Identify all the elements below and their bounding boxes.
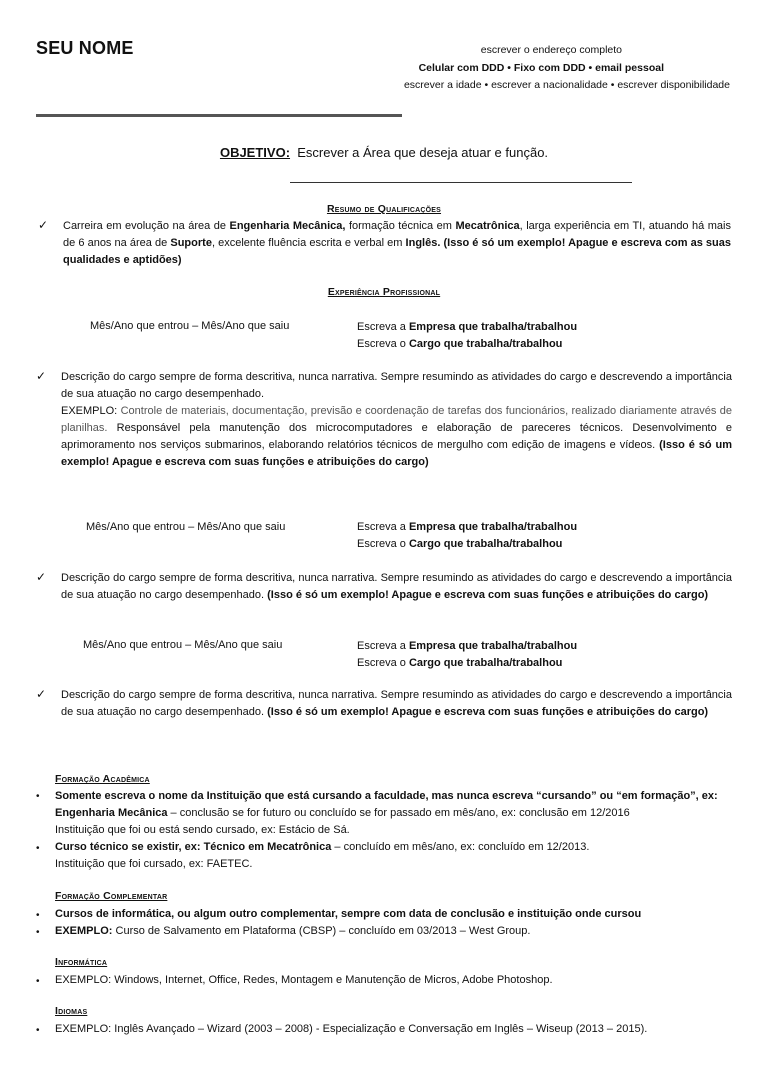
contact-line: Celular com DDD • Fixo com DDD • email pessoal (418, 62, 664, 74)
job-1-role: Cargo que trabalha/trabalhou (408, 338, 563, 350)
job-3-header (357, 638, 577, 672)
summary-bold-1: Engenharia Mecânica, (229, 220, 346, 232)
job-2-note: (Isso é só um exemplo! Apague e escreva com suas funções e atribuições do cargo) (267, 589, 709, 601)
job-3-check-icon: ✓ (36, 687, 47, 701)
objective-text: Escrever a Área que deseja atuar e função. (297, 145, 549, 160)
complementary-item-1 (55, 906, 641, 923)
education-item-1-institution: Instituição que foi ou está sendo cursado, ex: Estácio de Sá. (55, 824, 350, 836)
job-1-note: (Isso é só um exemplo! Apague e escreva com suas funções e atribuições do cargo) (61, 439, 733, 468)
personal-info-line: escrever a idade • escrever a nacionalidade • escrever disponibilidade (403, 79, 730, 91)
job-2-description (61, 570, 732, 604)
job-1-company: Empresa que trabalha/trabalhou (408, 321, 578, 333)
summary-text-2: formação técnica em (345, 220, 456, 232)
education-item-1-text: – conclusão se for futuro ou concluído se for passado em mês/ano, ex: conclusão em 12/2016 (167, 807, 630, 819)
job-3-period: Mês/Ano que entrou – Mês/Ano que saiu (83, 639, 283, 651)
job-2-role: Cargo que trabalha/trabalhou (408, 538, 563, 550)
job-1-header (357, 319, 577, 353)
job-1-desc-text: Descrição do cargo sempre de forma descritiva, nunca narrativa. Sempre resumindo as atividades do cargo e descrevendo a importância de sua atuação no cargo desempenhado. (61, 371, 732, 400)
complementary-title: Formação Complementar (55, 890, 168, 902)
job-3-desc-text: Descrição do cargo sempre de forma descritiva, nunca narrativa. Sempre resumindo as atividades do cargo e descrevendo a importância de sua atuação no cargo desempenhado. (61, 689, 732, 718)
job-1-example-text: Controle de materiais, documentação, previsão e coordenação de tarefas dos funcionários, realizado diariamente através de planilhas. (61, 405, 733, 434)
job-2-period: Mês/Ano que entrou – Mês/Ano que saiu (86, 521, 286, 533)
complementary-item-2-label: EXEMPLO: (55, 925, 113, 937)
candidate-name: SEU NOME (36, 38, 134, 58)
summary-bold-3: Suporte (170, 237, 212, 249)
job-3-note: (Isso é só um exemplo! Apague e escreva com suas funções e atribuições do cargo) (267, 706, 709, 718)
job-2-role-prefix: Escreva o (357, 538, 409, 550)
computing-item-1: EXEMPLO: Windows, Internet, Office, Redes, Montagem e Manutenção de Micros, Adobe Photoshop. (55, 974, 553, 986)
education-item-2-bold: Curso técnico se existir, ex: Técnico em Mecatrônica (55, 841, 332, 853)
complementary-item-2 (55, 923, 530, 940)
summary-bold-2: Mecatrônica (455, 220, 520, 232)
complementary-item-2-text: Curso de Salvamento em Plataforma (CBSP) – concluído em 03/2013 – West Group. (112, 925, 531, 937)
education-item-1-bold: Somente escreva o nome da Instituição que está cursando a faculdade, mas nunca escreva “cursando” ou “em formação”, ex: Engenharia Mecânica (55, 790, 718, 819)
header-divider (36, 114, 402, 117)
job-3-role-prefix: Escreva o (357, 657, 409, 669)
job-3-description (61, 687, 732, 721)
education-item-2-institution: Instituição que foi cursado, ex: FAETEC. (55, 858, 253, 870)
summary-bold-4: Inglês. (405, 237, 441, 249)
computing-bullet-1: • (36, 976, 40, 987)
objective-line (0, 145, 768, 160)
job-1-role-prefix: Escreva o (357, 338, 409, 350)
objective-divider (290, 182, 632, 183)
job-1-period: Mês/Ano que entrou – Mês/Ano que saiu (90, 320, 290, 332)
job-1-desc-text-2: Responsável pela manutenção dos microcomputadores e elaboração de pareceres técnicos. Desenvolvimento e aprimoramento nos serviços submarinos, elaborando relatórios técnicos de mergulho com edição de imagens e vídeos. (61, 422, 732, 451)
job-2-company-prefix: Escreva a (357, 521, 409, 533)
summary-note: (Isso é só um exemplo! Apague e escreva com as suas qualidades e aptidões) (63, 237, 732, 266)
languages-bullet-1: • (36, 1025, 40, 1036)
languages-title: Idiomas (55, 1005, 88, 1017)
job-2-check-icon: ✓ (36, 570, 47, 584)
summary-text-4: , excelente fluência escrita e verbal em (211, 237, 406, 249)
education-bullet-2: • (36, 843, 40, 854)
education-item-2 (55, 839, 735, 873)
job-2-header (357, 519, 577, 553)
summary-text-1: Carreira em evolução na área de (63, 220, 230, 232)
job-2-company: Empresa que trabalha/trabalhou (408, 521, 578, 533)
education-item-2-text: – concluído em mês/ano, ex: concluído em 12/2013. (331, 841, 590, 853)
job-3-company-prefix: Escreva a (357, 640, 409, 652)
summary-title: Resumo de Qualificações (326, 203, 442, 215)
address-line: escrever o endereço completo (480, 44, 622, 56)
education-item-1 (55, 788, 735, 839)
computing-title: Informática (55, 956, 108, 968)
complementary-bullet-2: • (36, 927, 40, 938)
complementary-item-1-text: Cursos de informática, ou algum outro complementar, sempre com data de conclusão e instituição onde cursou (55, 908, 642, 920)
job-1-description (61, 369, 732, 471)
check-icon: ✓ (38, 218, 49, 232)
job-2-desc-text: Descrição do cargo sempre de forma descritiva, nunca narrativa. Sempre resumindo as atividades do cargo e descrevendo a importância de sua atuação no cargo desempenhado. (61, 572, 732, 601)
education-title: Formação Acadêmica (55, 773, 150, 785)
complementary-bullet-1: • (36, 910, 40, 921)
job-1-company-prefix: Escreva a (357, 321, 409, 333)
job-1-example-label: EXEMPLO: (61, 405, 121, 417)
summary-paragraph (63, 218, 731, 269)
education-bullet-1: • (36, 791, 40, 802)
languages-item-1: EXEMPLO: Inglês Avançado – Wizard (2003 – 2008) - Especialização e Conversação em Inglês – Wiseup (2013 – 2015). (55, 1023, 648, 1035)
job-1-check-icon: ✓ (36, 369, 47, 383)
job-3-company: Empresa que trabalha/trabalhou (408, 640, 578, 652)
summary-text-3: , larga experiência em TI, atuando há mais de 6 anos na área de (63, 220, 731, 249)
experience-title: Experiência Profissional (327, 286, 441, 298)
job-3-role: Cargo que trabalha/trabalhou (408, 657, 563, 669)
objective-label: OBJETIVO: (219, 145, 291, 160)
